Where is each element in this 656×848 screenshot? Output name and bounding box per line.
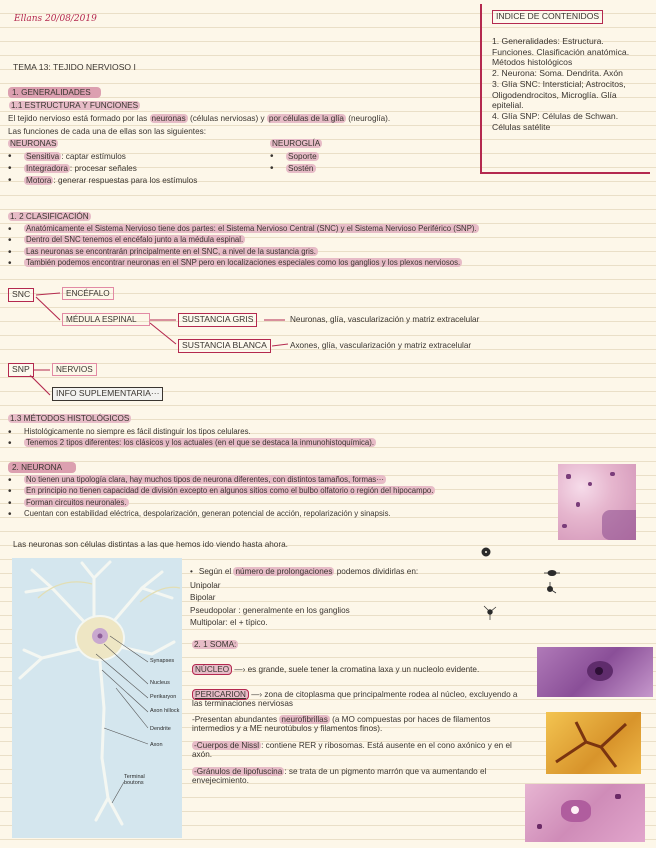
- polarity-item: Multipolar: el + típico.: [190, 617, 268, 627]
- section-1-3-heading: 1.3 MÉTODOS HISTOLÓGICOS: [10, 414, 130, 423]
- tissue-intro: El tejido nervioso está formado por las neuronas (células nerviosas) y por células de la glía (neuroglía).: [8, 114, 391, 123]
- toc-item: 4. Glía SNP: Células de Schwan. Células satélite: [492, 111, 619, 132]
- polarity-icons: [470, 544, 560, 624]
- list-item: • Anatómicamente el Sistema Nervioso tiene dos partes: el Sistema Nervioso Central (SNC) y el Sistema Nervioso Periférico (SNP).: [0, 225, 479, 234]
- nissl-micrograph: [525, 784, 645, 842]
- toc-item: 3. Glía SNC: Intersticial; Astrocitos, Oligodendrocitos, Microglía. Glía epitelial.: [492, 78, 626, 111]
- histology-micrograph: [558, 464, 636, 540]
- node-sustancia-gris: SUSTANCIA GRIS: [178, 313, 257, 327]
- list-item: • Cuentan con estabilidad eléctrica, despolarización, generan potencial de acción, repolarización y sinapsis.: [0, 510, 435, 519]
- polarity-item: Pseudopolar : generalmente en los ganglios: [190, 605, 350, 615]
- section-2-heading: 2. NEURONA: [8, 463, 76, 472]
- list-item: • También podemos encontrar neuronas en el SNP pero en localizaciones especiales como los ganglios y los plexos nerviosos.: [0, 259, 479, 268]
- list-item: • Forman circuitos neuronales.: [0, 499, 435, 508]
- sustancia-gris-desc: Neuronas, glía, vascularización y matriz extracelular: [290, 315, 480, 324]
- pericarion-micrograph: [546, 712, 641, 774]
- neurofibrillas-text: -Presentan abundantes neurofibrillas (a MO compuestas por haces de filamentos intermedios y a ME neurotúbulos y filamentos finos).: [192, 715, 491, 734]
- list-item: • Sensitiva : captar estímulos: [0, 152, 197, 161]
- node-nervios: NERVIOS: [52, 363, 97, 376]
- list-item: • Integradora : procesar señales: [0, 164, 197, 173]
- soma-micrograph: [537, 647, 653, 697]
- neuron-features-list: [0, 476, 435, 522]
- neuron-label: Perikaryon: [150, 694, 177, 700]
- polarity-item: Bipolar: [190, 593, 216, 603]
- neuron-label: Axon: [150, 742, 163, 748]
- polarity-item: Unipolar: [190, 581, 221, 590]
- signature: Ellans 20/08/2019: [14, 14, 97, 24]
- list-item: • Las neuronas se encontrarán principalmente en el SNC, a nivel de la sustancia gris.: [0, 248, 479, 257]
- section-1-2-heading: 1. 2 CLASIFICACIÓN: [10, 212, 89, 221]
- neuron-label: Axon hillock: [150, 708, 180, 714]
- node-snc: SNC: [8, 288, 34, 302]
- toc-title: INDICE DE CONTENIDOS: [492, 10, 603, 24]
- methods-list: [0, 428, 376, 451]
- polarity-intro: • Según el número de prolongaciones podemos dividirlas en:: [190, 567, 419, 576]
- neurons-distinct-text: Las neuronas son células distintas a las que hemos ido viendo hasta ahora.: [13, 540, 288, 549]
- nissl-text: -Cuerpos de Nissl : contiene RER y ribosomas. Está ausente en el cono axónico y en el axón.: [192, 741, 512, 760]
- node-sustancia-blanca: SUSTANCIA BLANCA: [178, 339, 271, 353]
- sustancia-blanca-desc: Axones, glía, vascularización y matriz extracelular: [290, 341, 472, 350]
- node-medula-espinal: MÉDULA ESPINAL: [62, 313, 150, 326]
- neuron-label: Dendrite: [150, 726, 171, 732]
- toc-item: 1. Generalidades: Estructura. Funciones. Clasificación anatómica. Métodos histológicos: [492, 35, 630, 68]
- neuron-illustration: [12, 558, 182, 838]
- topic-title: TEMA 13: TEJIDO NERVIOSO I: [13, 62, 136, 72]
- neuroglia-functions-list: [262, 152, 319, 176]
- soma-heading: 2. 1 SOMA:: [194, 640, 237, 649]
- polarity-list: [190, 580, 350, 629]
- neuronas-functions-list: [0, 152, 197, 188]
- neuroglia-label: NEUROGLÍA: [272, 139, 321, 148]
- list-item: • Dentro del SNC tenemos el encéfalo junto a la médula espinal.: [0, 236, 479, 245]
- neuron-label: Synapses: [150, 658, 175, 664]
- classification-list: [0, 225, 479, 271]
- nucleo-text: NÚCLEO —› es grande, suele tener la cromatina laxa y un nucleolo evidente.: [192, 665, 479, 674]
- list-item: • No tienen una tipología clara, hay muchos tipos de neurona diferentes, con distintos tamaños, formas···: [0, 476, 435, 485]
- functions-intro: Las funciones de cada una de ellas son las siguientes:: [8, 127, 206, 136]
- node-snp: SNP: [8, 363, 34, 377]
- list-item: • Tenemos 2 tipos diferentes: los clásicos y los actuales (en el que se destaca la inmunohistoquímica).: [0, 439, 376, 448]
- list-item: • En principio no tienen capacidad de división excepto en algunos sitios como el bulbo olfatorio o región del hipocampo.: [0, 487, 435, 496]
- neuron-label: Terminal boutons: [124, 774, 145, 787]
- table-of-contents: [480, 4, 650, 174]
- list-item: • Motora : generar respuestas para los estímulos: [0, 176, 197, 185]
- neuron-label: Nucleus: [150, 680, 170, 686]
- section-1-1-heading: 1.1 ESTRUCTURA Y FUNCIONES: [11, 101, 139, 110]
- toc-item: 2. Neurona: Soma. Dendrita. Axón: [492, 68, 623, 79]
- list-item: • Histológicamente no siempre es fácil distinguir los tipos celulares.: [0, 428, 376, 437]
- pericarion-text: PERICARION —› zona de citoplasma que principalmente rodea al núcleo, excluyendo a las terminaciones nerviosas: [192, 690, 518, 709]
- node-encefalo: ENCÉFALO: [62, 287, 114, 300]
- neuronas-label: NEURONAS: [10, 139, 57, 148]
- info-suplementaria-button[interactable]: INFO SUPLEMENTARIA···: [52, 387, 163, 401]
- list-item: • Sostén: [262, 164, 319, 173]
- lipofuscina-text: -Gránulos de lipofuscina : se trata de un pigmento marrón que va aumentando el envejecimiento.: [192, 767, 487, 786]
- section-1-heading: 1. GENERALIDADES: [8, 88, 101, 97]
- list-item: • Soporte: [262, 152, 319, 161]
